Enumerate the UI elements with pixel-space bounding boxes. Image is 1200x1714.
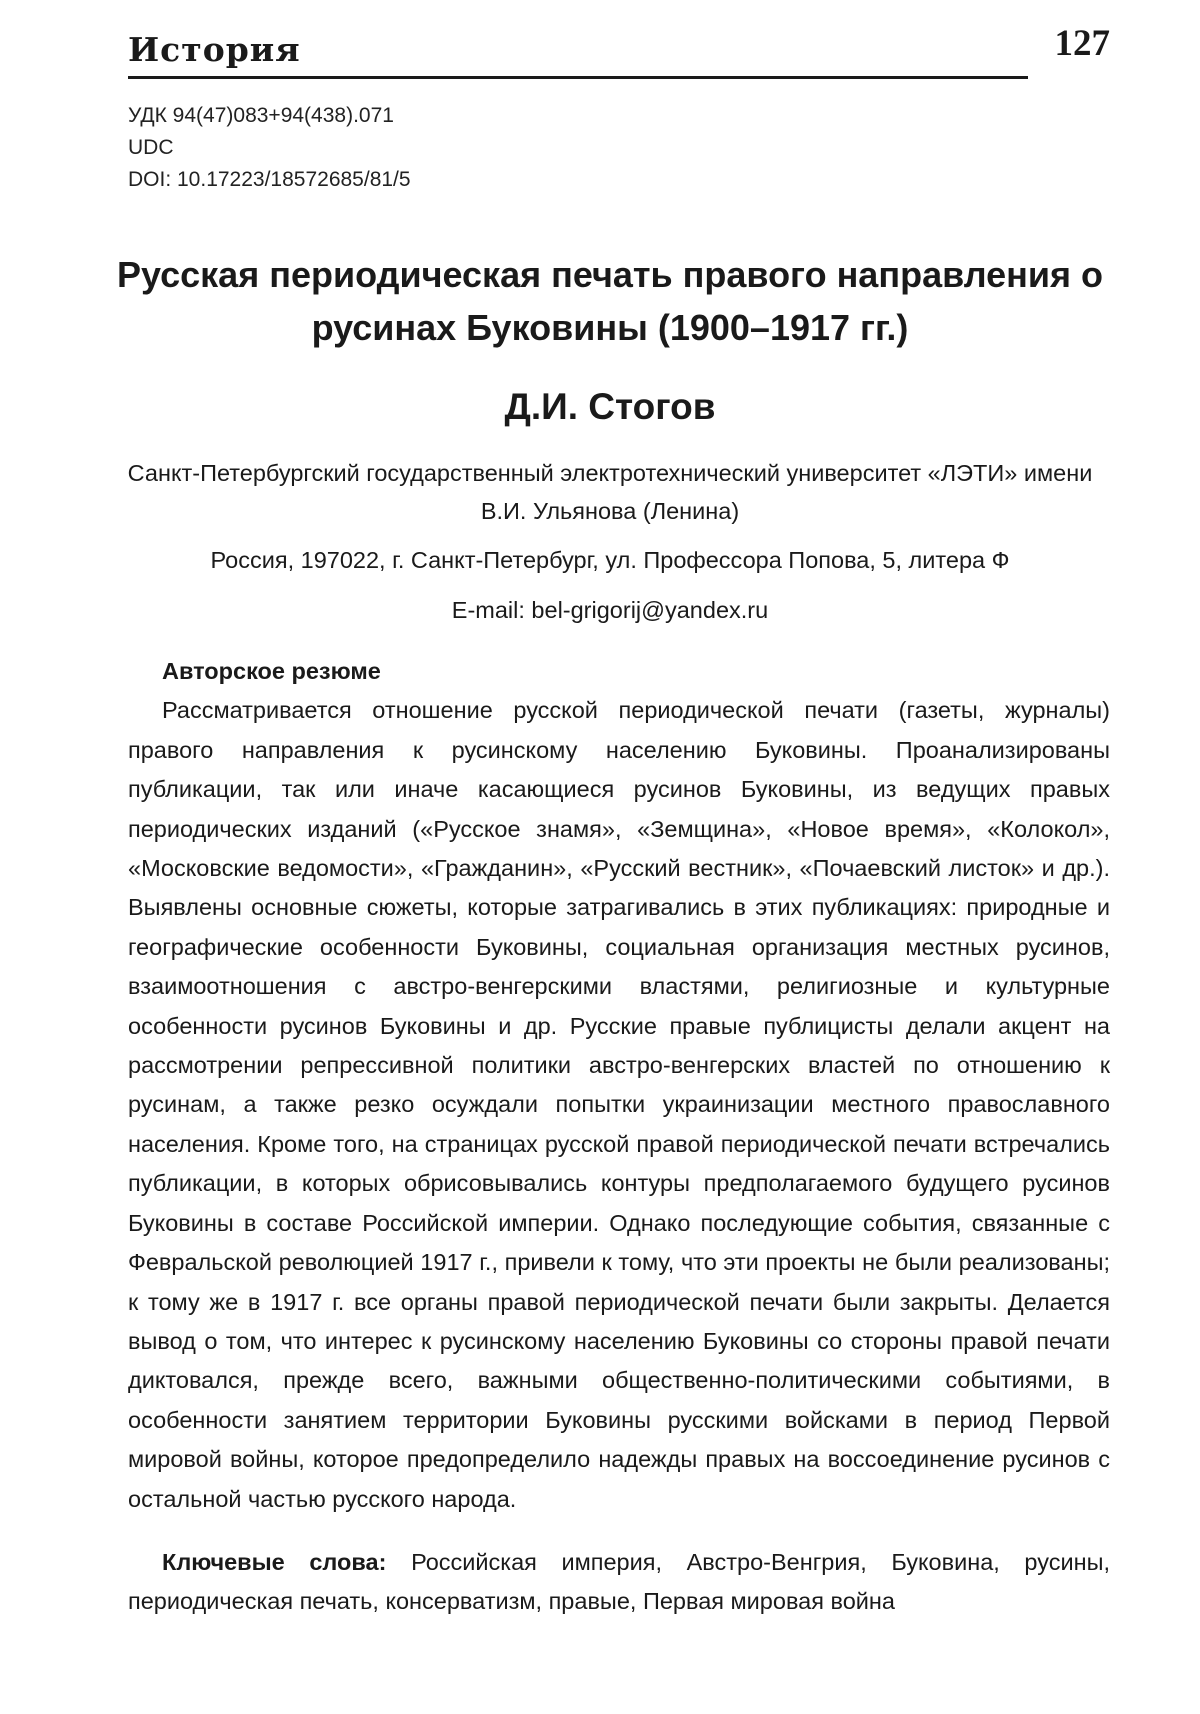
abstract <box>128 652 1110 1519</box>
udc-code: UDC <box>128 136 174 159</box>
keywords <box>128 1543 1110 1622</box>
author-name: Д.И. Стогов <box>504 386 716 427</box>
article-title: Русская периодическая печать правого направления о русинах Буковины (1900–1917 гг.) <box>116 254 1104 348</box>
header-rule <box>128 76 1028 79</box>
author-email: E-mail: bel-grigorij@yandex.ru <box>451 597 769 623</box>
doi: DOI: 10.17223/18572685/81/5 <box>128 168 411 191</box>
keywords-label: Ключевые слова: <box>162 1549 387 1575</box>
article-metadata <box>128 100 411 196</box>
abstract-heading: Авторское резюме <box>162 658 381 684</box>
keywords-text: Российская империя, Австро-Венгрия, Буковина, русины, периодическая печать, консерватизм, правые, Первая мировая война <box>128 1549 1110 1615</box>
abstract-text: Рассматривается отношение русской периодической печати (газеты, журналы) правого направления к русинскому населению Буковины. Проанализированы публикации, так или иначе касающиеся русинов Буковины, из ведущих правых периодических изданий («Русское знамя», «Земщина», «Новое время», «Колокол», «Московские ведомости», «Гражданин», «Русский вестник», «Почаевский листок» и др.). Выявлены основные сюжеты, которые затрагивались в этих публикациях: природные и географические особенности Буковины, социальная организация местных русинов, взаимоотношения с австро-венгерскими властями, религиозные и культурные особенности русинов Буковины и др. Русские правые публицисты делали акцент на рассмотрении репрессивной политики австро-венгерских властей по отношению к русинам, а также резко осуждали попытки украинизации местного православного населения. Кроме того, на страницах русской правой периодической печати встречались публикации, в которых обрисовывались контуры предполагаемого будущего русинов Буковины в составе Российской империи. Однако последующие события, связанные с Февральской революцией 1917 г., привели к тому, что эти проекты не были реализованы; к тому же в 1917 г. все органы правой периодической печати были закрыты. Делается вывод о том, что интерес к русинскому населению Буковины со стороны правой печати диктовался, прежде всего, важными общественно-политическими событиями, в особенности занятием территории Буковины русскими войсками в период Первой мировой войны, которое предопределило надежды правых на воссоединение русинов с остальной частью русского народа. <box>128 697 1110 1512</box>
page-number: 127 <box>1054 23 1110 64</box>
running-header <box>128 22 1128 82</box>
udk-code: УДК 94(47)083+94(438).071 <box>128 104 394 127</box>
section-name: История <box>128 30 301 69</box>
author-affiliation: Санкт-Петербургский государственный электротехнический университет «ЛЭТИ» имени В.И. Ульянова (Ленина) <box>127 460 1093 524</box>
author-address: Россия, 197022, г. Санкт-Петербург, ул. Профессора Попова, 5, литера Ф <box>210 547 1010 573</box>
